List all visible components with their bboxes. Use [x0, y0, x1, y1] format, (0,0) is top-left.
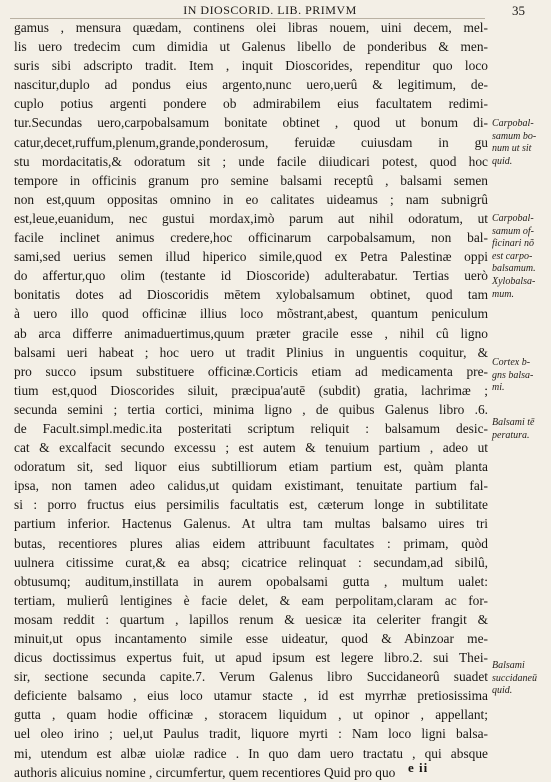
margin-note-line: peratura. [492, 429, 530, 441]
text-line: balsami ueri habeat ; hoc uero ut tradit Plinius in unguentis coquitur, & [14, 344, 488, 360]
text-line: catur,decet,ruffum,plenum,grande,ponderosum, feruidæ cuiusdam in gu [14, 134, 488, 150]
margin-note-line: quid. [492, 155, 513, 167]
margin-note-line: Cortex b- [492, 357, 531, 368]
text-line: ipsa, non tamen adeo calidus,ut quidam existimant, tenuitate partium fal- [14, 478, 488, 494]
text-line: lis uero tredecim cum dimidia ut Galenus libello de ponderibus & men- [14, 39, 488, 55]
text-line: mi, utendum est albæ uiolæ radice . In quo dam uero tractatu , qui absque [14, 745, 488, 761]
text-line: tertiam, mulierû lentigines è facie delet, & eam perpolitam,claram ac for- [14, 592, 488, 608]
margin-note-line: Balsami tē [492, 417, 535, 428]
text-line: tempore in officinis granum pro semine balsami receptû , balsami semen [14, 172, 488, 188]
page-number: 35 [512, 3, 525, 18]
text-line: deficiente balsamo , eius loco utamur stacte , id est myrrhæ pretiosissima [14, 688, 488, 704]
text-line: tur.Secundas uero,carpobalsamum bonitate obtinet , quod ut bonum di- [14, 115, 488, 131]
text-line: cuplo potius argenti pondere ob admirabilem eius facultatem redimi- [14, 96, 488, 112]
text-line: non est,quum oppositas omnino in eo calitates uideamus ; nam subnigrû [14, 191, 488, 207]
margin-note-line: Balsami [492, 660, 525, 671]
text-line: mosam reddit : quartum , lapillos renum & uesicæ ita celeriter frangit & [14, 611, 488, 627]
text-line: facile inclinet animus credere,hoc officinarum carpobalsamum, non bal- [14, 230, 488, 246]
text-line: tium est,quod Dioscorides siluit, præcipua'autē (subdit) gratia, lachrimæ ; [14, 382, 488, 398]
margin-note-line: est carpo- [492, 250, 533, 262]
text-line: partium inferior. Hactenus Galenus. At ultra tam multas balsamo uires tri [14, 516, 488, 532]
body-text [14, 18, 488, 782]
text-line: sir, sectione secunda capite.7. Verum Galenus libro Succidaneorû suadet [14, 669, 488, 685]
text-line: cat & excalfacit secundo excessu ; est autem & tenuium partium , adeo ut [14, 440, 488, 456]
margin-note-line: mum. [492, 288, 514, 300]
text-line: dicus doctissimus expertus fuit, ut apud ipsum est legere libro.2. sui Thei- [14, 650, 488, 666]
text-line: minuit,ut opus incantamento simile esse uideatur, quod & Abinzoar me- [14, 631, 488, 646]
text-line: do affertur,quo olim (testante id Dioscoride) adulterabatur. Tertias uerò [14, 268, 488, 284]
margin-note-line: samum of- [492, 225, 534, 237]
text-line: butas, recentiores plures alias eidem attribuunt facultates : primam, quòd [14, 535, 488, 551]
text-line: nascitur,duplo ad pondus eius argento,nunc uero,uerû & legitimum, de- [14, 77, 488, 93]
margin-note-line: Carpobal- [492, 213, 534, 224]
running-head: IN DIOSCORID. LIB. PRIMVM [183, 3, 357, 17]
margin-note-balsam-substitute [492, 660, 550, 698]
text-line: si : porro fructus eius persimilis facultatis est, cæterum longe in subtilitate [14, 497, 488, 513]
signature-mark: e ii [408, 760, 429, 775]
text-line: pro succo ipsum substituere officinæ.Corticis etiam ad medicamenta pre- [14, 363, 488, 379]
margin-note-line: mi. [492, 382, 505, 394]
margin-note-balsam-temperament [492, 417, 550, 442]
text-line: authoris alicuius nomine , circumfertur, quem recentiores Quid pro quo [14, 764, 396, 780]
text-line: uel oleo irino ; uel,ut Paulus tradit, liquore myrti : Nam loco ligni balsa- [14, 726, 488, 742]
text-line: gutta , quam hodie officinæ , storacem liquidum , ut opinor , appellant; [14, 707, 488, 723]
margin-note-line: gns balsa- [492, 369, 534, 381]
margin-note-line: Xylobalsa- [492, 275, 536, 287]
text-line: odoratum sit, sed liquor eius subtilliorum etiam partium est, quàm planta [14, 459, 488, 475]
text-line: ab arca differre animaduertimus,quum præter gracile esse , nihil cû ligno [14, 325, 488, 341]
text-line: gamus , mensura quædam, continens olei libras nouem, uini decem, mel- [14, 20, 488, 35]
text-line: obtusumq; auditum,instillata in aurem opobalsami gutta , multum ualet: [14, 573, 488, 589]
text-line: suris sibi adscripto tradit. Item , inquit Dioscorides, rependitur quo loco [14, 58, 488, 74]
margin-note-line: samum bo- [492, 130, 537, 142]
text-line: de Facult.simpl.medic.ita posteritati scriptum reliquit : balsamum desic- [14, 420, 488, 436]
margin-note-carpobalsamum-quality [492, 118, 550, 168]
text-line: secunda semini ; tertia cortici, minima ligno , de quibus Galenus libro .6. [14, 401, 488, 417]
margin-note-officinal-carpobalsamum [492, 213, 550, 301]
margin-note-line: quid. [492, 685, 513, 697]
margin-note-bark-of-balsam [492, 357, 550, 395]
margin-note-line: succidaneū [492, 672, 537, 684]
text-line: stu mordacitatis,& odoratum sit ; unde facile diiudicari potest, quod hoc [14, 153, 488, 169]
margin-note-line: Carpobal- [492, 118, 534, 129]
margin-note-line: num ut sit [492, 143, 532, 155]
text-line: bonitatis dotes ad Dioscoridis mētem xylobalsamum obtinet, quod tam [14, 287, 488, 303]
margin-note-line: balsamum. [492, 263, 536, 275]
margin-note-line: ficinari nõ [492, 238, 534, 250]
text-line: uulnera citissime curat,& ea absq; cicatrice relinquat : secundam,ad sibilû, [14, 554, 488, 570]
text-line: à uero illo quod officinæ illius loco mõstrant,abest, quantum peniculum [14, 306, 488, 322]
text-line: est,leue,euanidum, nec gustui mordax,imò parum aut nihil odoratum, ut [14, 210, 488, 226]
text-line: sami,sed uerius semen illud hiperico simile,quod ex Petra Palestinæ oppi [14, 249, 488, 265]
